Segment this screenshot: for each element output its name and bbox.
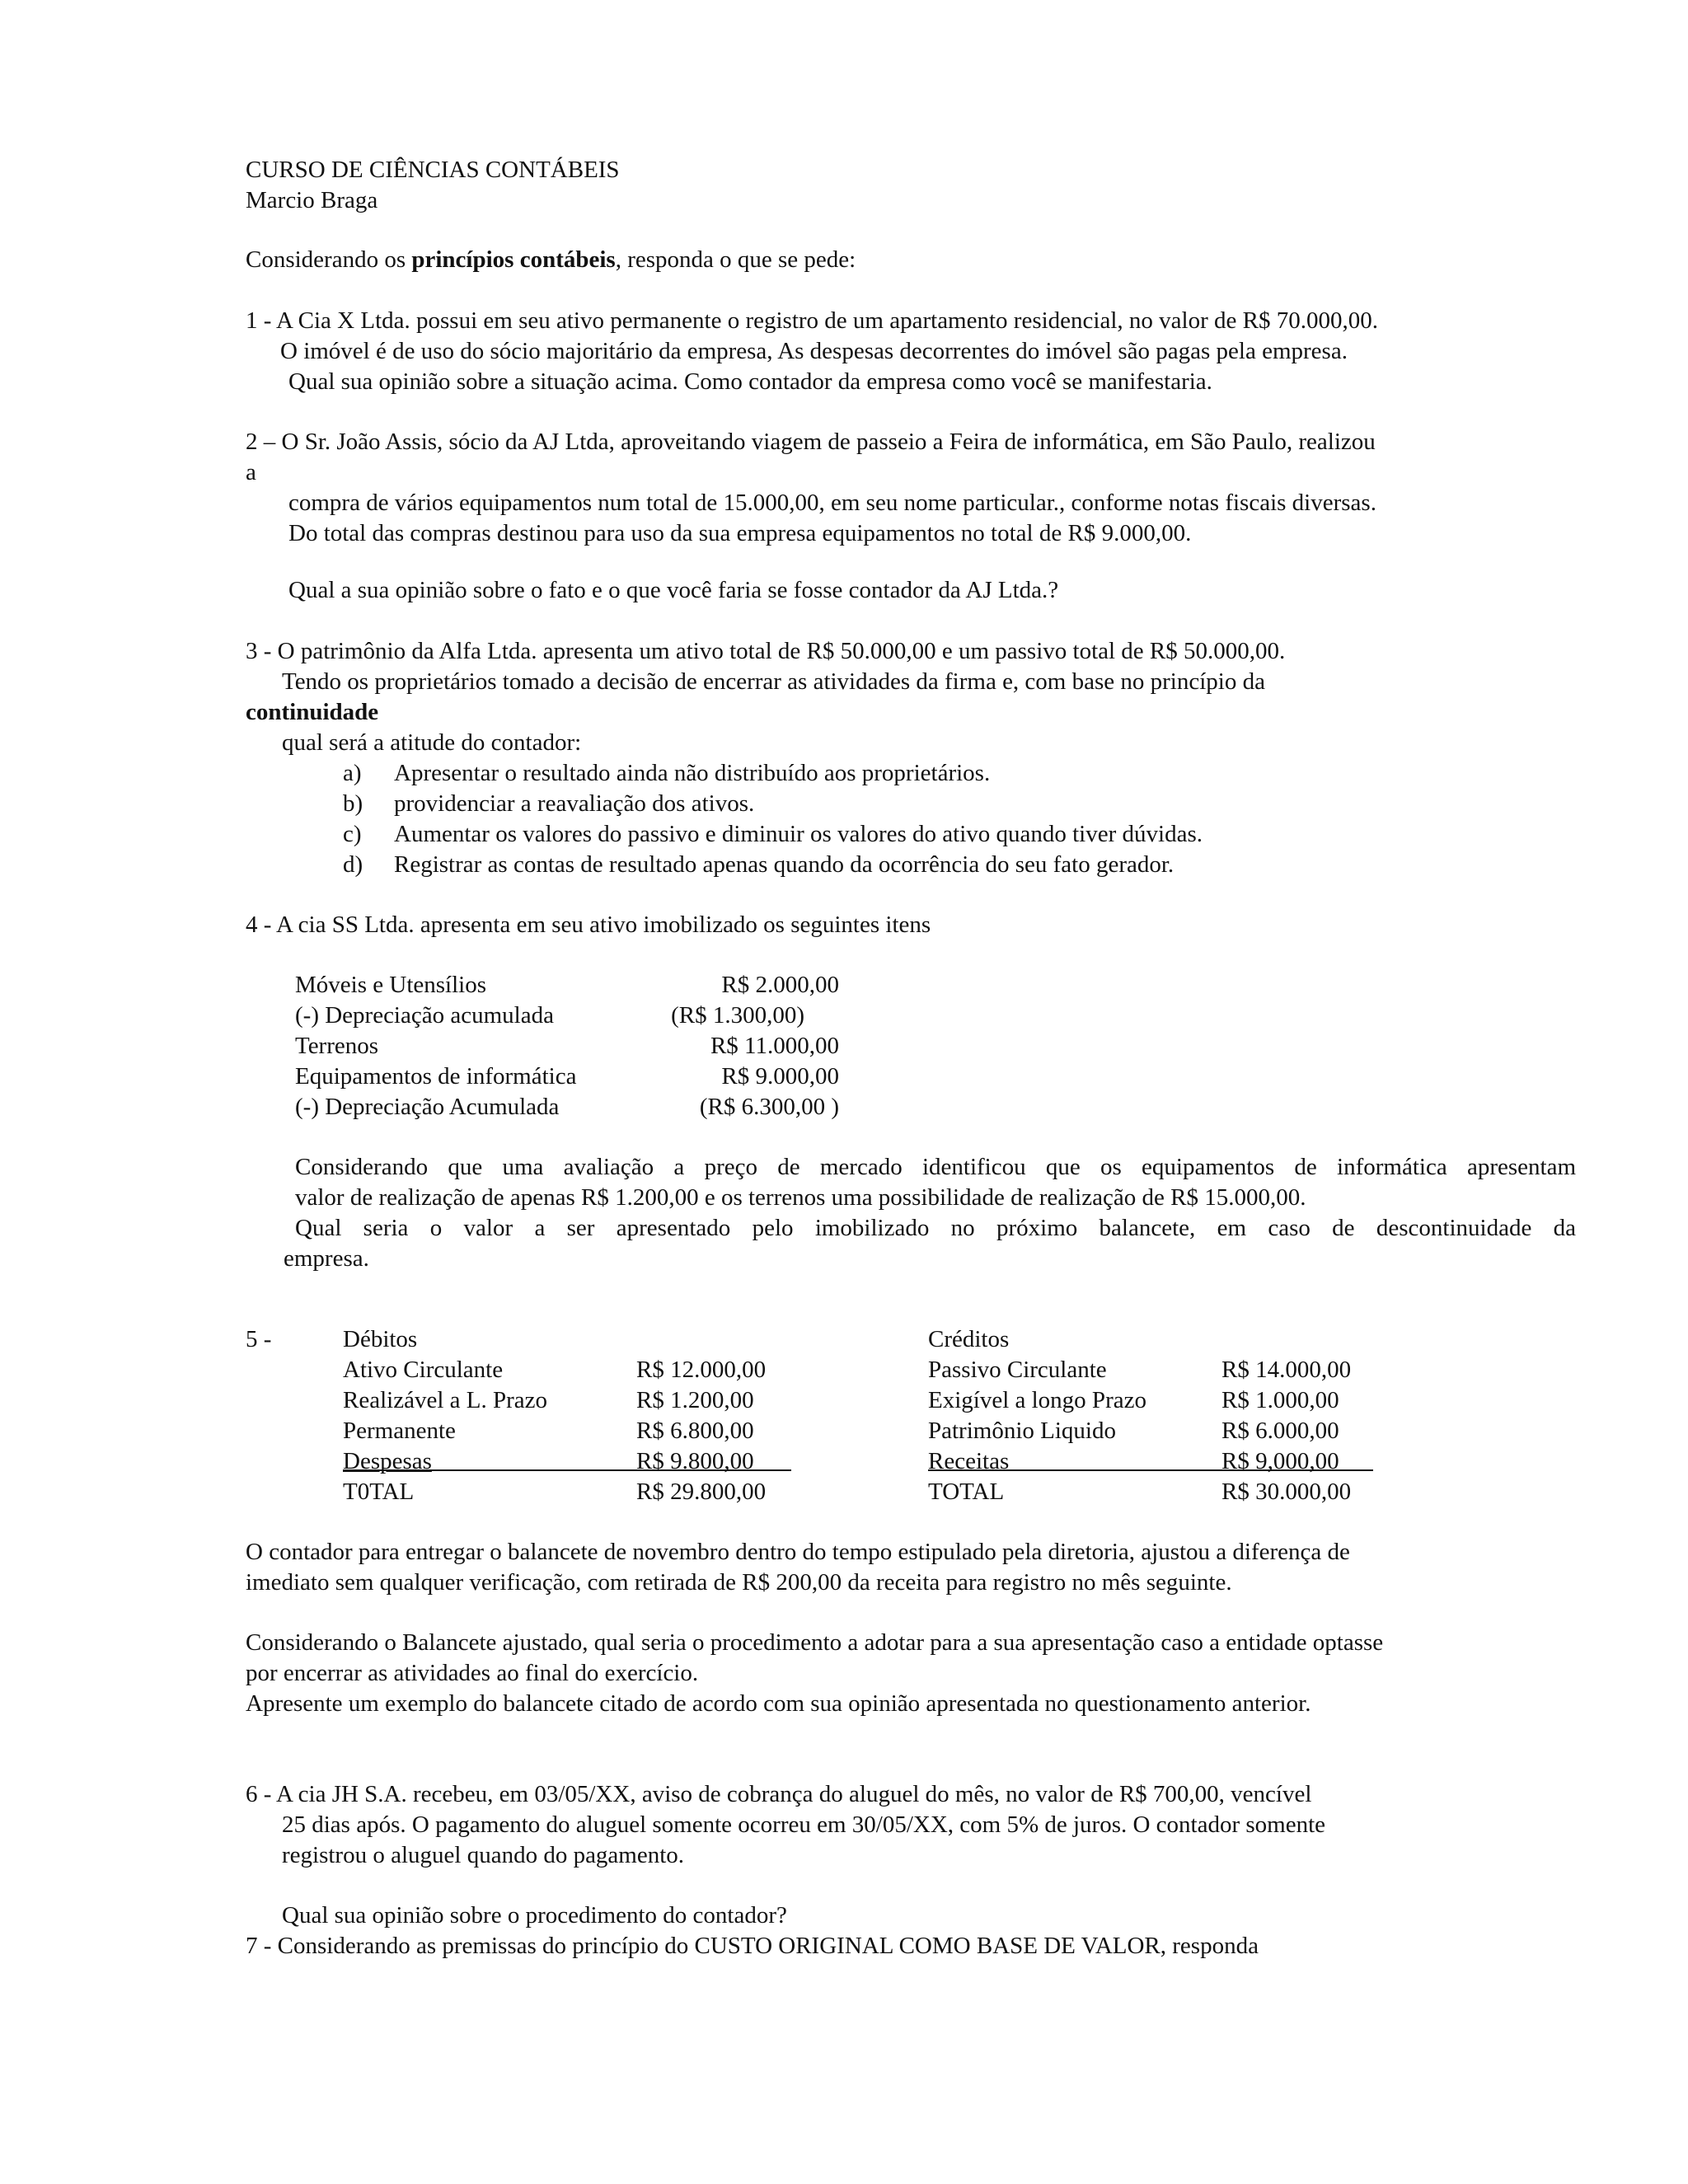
header: [246, 155, 620, 216]
q5-paragraph-1: [246, 1537, 1350, 1598]
q3-options: [343, 758, 1203, 880]
q5-debit-row: Ativo Circulante R$ 12.000,00: [343, 1357, 767, 1383]
q4-item: (-) Depreciação acumulada (R$ 1.300,00): [295, 1002, 804, 1029]
question-2: [246, 427, 1376, 549]
q2-question: Qual a sua opinião sobre o fato e o que você faria se fosse contador da AJ Ltda.?: [288, 577, 1059, 603]
q5-para1-line-1: O contador para entregar o balancete de novembro dentro do tempo estipulado pela diretoria, ajustou a diferença de: [246, 1539, 1350, 1565]
q4-para1-line-2: valor de realização de apenas R$ 1.200,00 e os terrenos uma possibilidade de realização de R$ 15.000,00.: [295, 1184, 1306, 1211]
q5-credit-row: Passivo Circulante R$ 14.000,00: [928, 1357, 1352, 1383]
q5-para2-line-3: Apresente um exemplo do balancete citado de acordo com sua opinião apresentada no questionamento anterior.: [246, 1690, 1311, 1717]
q5-debit-total: T0TAL R$ 29.800,00: [343, 1479, 767, 1505]
q5-credits-title: Créditos: [928, 1326, 1010, 1352]
q4-para2-line-1: Qual seria o valor a ser apresentado pelo imobilizado no próximo balancete, em caso de descontinuidade da: [295, 1215, 1576, 1241]
q3-line-3: continuidade: [246, 699, 379, 725]
q4-item: Móveis e Utensílios R$ 2.000,00: [295, 972, 839, 998]
intro-bold: princípios contábeis: [411, 246, 616, 273]
author-name: Marcio Braga: [246, 187, 378, 213]
intro-line: [246, 245, 856, 275]
q5-para1-line-2: imediato sem qualquer verificação, com retirada de R$ 200,00 da receita para registro no mês seguinte.: [246, 1569, 1232, 1596]
underline-rule: [928, 1469, 1373, 1471]
q4-items: [295, 970, 839, 1122]
q3-option-b: b) providenciar a reavaliação dos ativos.: [343, 790, 755, 817]
q5-credit-row: Exigível a longo Prazo R$ 1.000,00: [928, 1387, 1339, 1413]
q5-debit-row: Permanente R$ 6.800,00: [343, 1418, 754, 1444]
q5-debits-title: Débitos: [343, 1326, 418, 1352]
q5-credit-row: Receitas R$ 9,000,00: [928, 1446, 1373, 1477]
question-3: [246, 636, 1574, 758]
q4-para1-line-1: Considerando que uma avaliação a preço de mercado identificou que os equipamentos de informática apresentam: [295, 1154, 1576, 1180]
q4-para2-line-2: empresa.: [284, 1245, 369, 1272]
q4-item: Terrenos R$ 11.000,00: [295, 1033, 839, 1059]
q2-line-1: 2 – O Sr. João Assis, sócio da AJ Ltda, aproveitando viagem de passeio a Feira de informática, em São Paulo, realizou: [246, 429, 1376, 455]
q2-line-3: Do total das compras destinou para uso da sua empresa equipamentos no total de R$ 9.000,00.: [288, 520, 1192, 546]
question-7: 7 - Considerando as premissas do princípio do CUSTO ORIGINAL COMO BASE DE VALOR, responda: [246, 1933, 1259, 1959]
q3-option-c: c) Aumentar os valores do passivo e diminuir os valores do ativo quando tiver dúvidas.: [343, 821, 1203, 847]
intro-before: Considerando os: [246, 246, 412, 273]
q3-option-a: a) Apresentar o resultado ainda não distribuído aos proprietários.: [343, 760, 991, 786]
underline-rule: [343, 1469, 791, 1471]
q1-line-1: 1 - A Cia X Ltda. possui em seu ativo permanente o registro de um apartamento residencial, no valor de R$ 70.000,00.: [246, 307, 1378, 334]
intro-after: , responda o que se pede:: [615, 246, 856, 273]
q5-debits: [343, 1324, 791, 1507]
q4-item: (-) Depreciação Acumulada (R$ 6.300,00 ): [295, 1094, 839, 1120]
q3-option-d: d) Registrar as contas de resultado apenas quando da ocorrência do seu fato gerador.: [343, 851, 1175, 878]
q5-paragraph-2: [246, 1628, 1383, 1719]
q5-para2-line-2: por encerrar as atividades ao final do exercício.: [246, 1660, 699, 1686]
q5-debit-row: Despesas R$ 9.800,00: [343, 1446, 791, 1477]
q6-line-1: 6 - A cia JH S.A. recebeu, em 03/05/XX, aviso de cobrança do aluguel do mês, no valor de R$ 700,00, vencível: [246, 1781, 1312, 1807]
q5-credits: [928, 1324, 1373, 1507]
q6-line-2: 25 dias após. O pagamento do aluguel somente ocorreu em 30/05/XX, com 5% de juros. O contador somente: [282, 1811, 1326, 1838]
q2-line-2: compra de vários equipamentos num total de 15.000,00, em seu nome particular., conforme notas fiscais diversas.: [288, 490, 1376, 516]
q3-line-1: 3 - O patrimônio da Alfa Ltda. apresenta um ativo total de R$ 50.000,00 e um passivo total de R$ 50.000,00.: [246, 638, 1286, 664]
question-6: [246, 1779, 1325, 1871]
q3-line-2: Tendo os proprietários tomado a decisão de encerrar as atividades da firma e, com base no princípio da: [282, 668, 1265, 695]
q4-paragraph-2: [284, 1213, 1576, 1274]
q5-number: 5 -: [246, 1326, 272, 1352]
q1-line-3: Qual sua opinião sobre a situação acima. Como contador da empresa como você se manifestaria.: [288, 368, 1212, 395]
q4-item: Equipamentos de informática R$ 9.000,00: [295, 1063, 839, 1090]
q6-line-3: registrou o aluguel quando do pagamento.: [282, 1842, 685, 1868]
q1-line-2: O imóvel é de uso do sócio majoritário da empresa, As despesas decorrentes do imóvel são pagas pela empresa.: [280, 338, 1348, 364]
q6-question: Qual sua opinião sobre o procedimento do contador?: [282, 1902, 787, 1929]
q5-para2-line-1: Considerando o Balancete ajustado, qual seria o procedimento a adotar para a sua apresentação caso a entidade optasse: [246, 1629, 1384, 1656]
course-title: CURSO DE CIÊNCIAS CONTÁBEIS: [246, 157, 620, 183]
q3-line-4: qual será a atitude do contador:: [282, 729, 582, 756]
q5-credit-total: TOTAL R$ 30.000,00: [928, 1479, 1352, 1505]
q4-line-1: 4 - A cia SS Ltda. apresenta em seu ativo imobilizado os seguintes itens: [246, 912, 931, 938]
q4-paragraph-1: [295, 1152, 1576, 1213]
q5-credit-row: Patrimônio Liquido R$ 6.000,00: [928, 1418, 1339, 1444]
q2-line-1b: a: [246, 459, 256, 485]
question-1: [246, 306, 1378, 397]
q5-debit-row: Realizável a L. Prazo R$ 1.200,00: [343, 1387, 754, 1413]
